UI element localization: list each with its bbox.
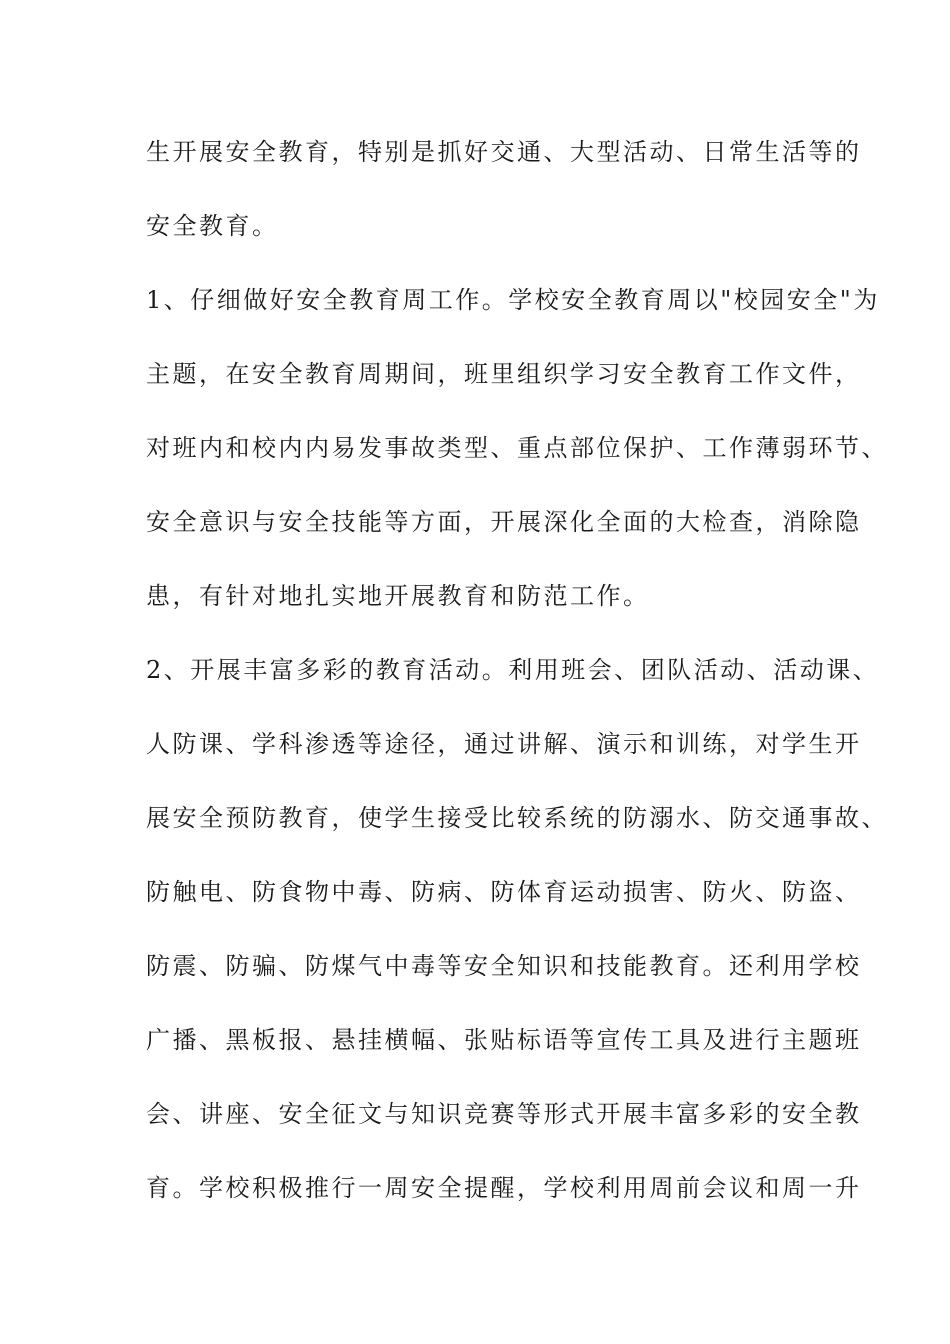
text-line: 生开展安全教育，特别是抓好交通、大型活动、日常生活等的 (146, 138, 862, 166)
document-body (146, 132, 888, 1242)
text-line: 主题，在安全教育周期间，班里组织学习安全教育工作文件， (146, 360, 862, 388)
text-line: 安全意识与安全技能等方面，开展深化全面的大检查，消除隐 (146, 508, 862, 536)
text-line: 防触电、防食物中毒、防病、防体育运动损害、防火、防盗、 (146, 878, 862, 906)
text-line: 防震、防骗、防煤气中毒等安全知识和技能教育。还利用学校 (146, 952, 862, 980)
text-line: 广播、黑板报、悬挂横幅、张贴标语等宣传工具及进行主题班 (146, 1026, 862, 1054)
text-line: 1、仔细做好安全教育周工作。学校安全教育周以"校园安全"为 (146, 286, 880, 314)
text-line: 2、开展丰富多彩的教育活动。利用班会、团队活动、活动课、 (146, 656, 880, 684)
text-line: 人防课、学科渗透等途径，通过讲解、演示和训练，对学生开 (146, 730, 862, 758)
text-line: 育。学校积极推行一周安全提醒，学校利用周前会议和周一升 (146, 1174, 862, 1202)
text-line: 安全教育。 (146, 212, 279, 240)
text-line: 展安全预防教育，使学生接受比较系统的防溺水、防交通事故、 (146, 804, 888, 832)
text-line: 对班内和校内内易发事故类型、重点部位保护、工作薄弱环节、 (146, 434, 888, 462)
text-line: 会、讲座、安全征文与知识竞赛等形式开展丰富多彩的安全教 (146, 1100, 862, 1128)
text-line: 患，有针对地扎实地开展教育和防范工作。 (146, 582, 650, 610)
